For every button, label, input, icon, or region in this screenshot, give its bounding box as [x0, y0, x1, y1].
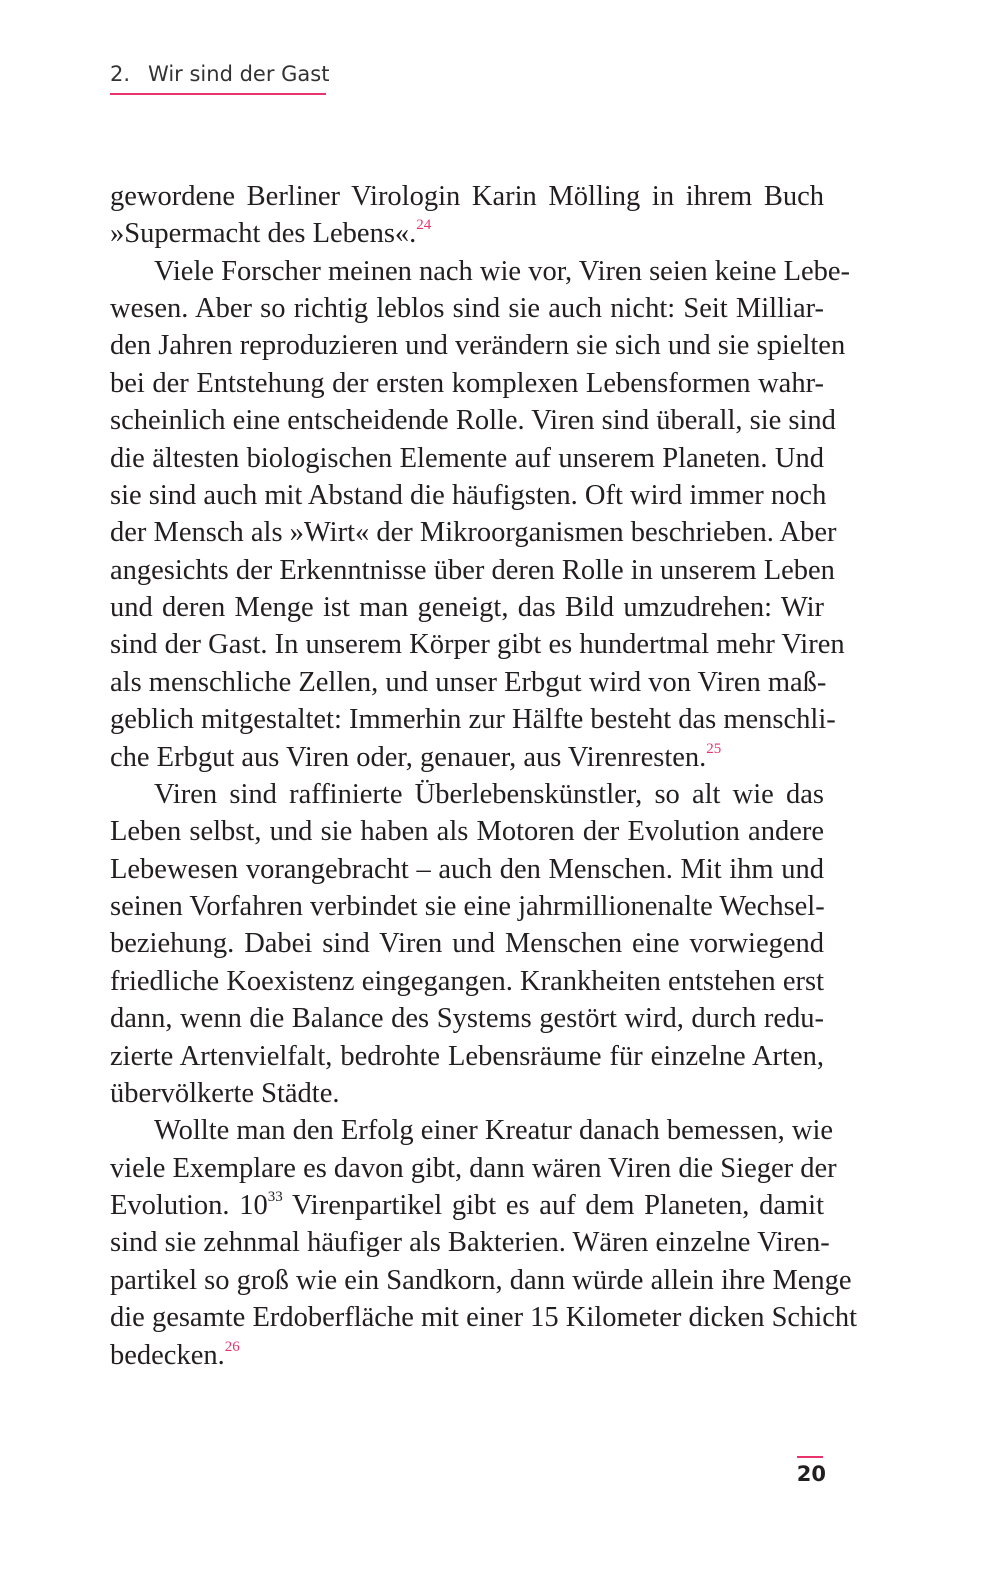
text-line: sind sie zehnmal häufiger als Bakterien. Wären einzelne Viren- — [110, 1227, 830, 1258]
text-line: Leben selbst, und sie haben als Motoren der Evolution andere — [110, 816, 824, 847]
text-line: Wollte man den Erfolg einer Kreatur danach bemessen, wie — [154, 1115, 834, 1146]
text-line: der Mensch als »Wirt« der Mikroorganismen beschrieben. Aber — [110, 517, 837, 548]
text-line: sie sind auch mit Abstand die häufigsten. Oft wird immer noch — [110, 480, 827, 511]
text-line: viele Exemplare es davon gibt, dann wären Viren die Sieger der — [110, 1153, 837, 1184]
text-line: und deren Menge ist man geneigt, das Bild umzudrehen: Wir — [110, 592, 824, 623]
folio-rule — [797, 1456, 823, 1458]
running-head — [110, 62, 329, 86]
text-line: Viele Forscher meinen nach wie vor, Viren seien keine Lebe- — [154, 256, 851, 287]
chapter-number: 2. — [110, 62, 131, 86]
text-line: geblich mitgestaltet: Immerhin zur Hälfte besteht das menschli- — [110, 704, 836, 735]
text-line: sind der Gast. In unserem Körper gibt es hundertmal mehr Viren — [110, 629, 845, 660]
text-line-content: Evolution. — [110, 1190, 230, 1221]
text-line: gewordene Berliner Virologin Karin Mölling in ihrem Buch — [110, 181, 824, 212]
chapter-title: Wir sind der Gast — [148, 62, 330, 86]
power-of-ten — [239, 1190, 283, 1221]
text-line: wesen. Aber so richtig leblos sind sie auch nicht: Seit Milliar- — [110, 293, 824, 324]
running-head-rule — [110, 93, 326, 95]
text-line: Lebewesen vorangebracht – auch den Menschen. Mit ihm und — [110, 854, 824, 885]
text-line-content: Virenpartikel gibt es auf dem Planeten, damit — [291, 1190, 824, 1221]
text-line — [110, 1338, 824, 1374]
page-number: 20 — [796, 1462, 826, 1486]
text-line: die gesamte Erdoberfläche mit einer 15 Kilometer dicken Schicht — [110, 1302, 858, 1333]
footnote-ref: 24 — [416, 217, 432, 233]
text-line: seinen Vorfahren verbindet sie eine jahrmillionenalte Wechsel- — [110, 891, 825, 922]
text-line: angesichts der Erkenntnisse über deren Rolle in unserem Leben — [110, 555, 835, 586]
power-exponent: 33 — [267, 1189, 283, 1205]
text-line-content: bedecken. — [110, 1340, 225, 1371]
text-line: friedliche Koexistenz eingegangen. Krankheiten entstehen erst — [110, 966, 824, 997]
power-base: 10 — [239, 1190, 268, 1221]
text-line: die ältesten biologischen Elemente auf unserem Planeten. Und — [110, 443, 824, 474]
text-line — [110, 740, 824, 776]
text-line: dann, wenn die Balance des Systems gestört wird, durch redu- — [110, 1003, 824, 1034]
text-line: übervölkerte Städte. — [110, 1078, 340, 1109]
footnote-ref: 25 — [706, 741, 722, 757]
text-line: scheinlich eine entscheidende Rolle. Viren sind überall, sie sind — [110, 405, 836, 436]
text-line: beziehung. Dabei sind Viren und Menschen eine vorwiegend — [110, 928, 824, 959]
footnote-ref: 26 — [224, 1339, 240, 1355]
text-line — [110, 1188, 824, 1224]
text-line-content: »Supermacht des Lebens«. — [110, 218, 417, 249]
text-line — [110, 216, 824, 252]
text-line: Viren sind raffinierte Überlebenskünstler, so alt wie das — [154, 779, 824, 810]
text-line: zierte Artenvielfalt, bedrohte Lebensräume für einzelne Arten, — [110, 1041, 824, 1072]
text-line: bei der Entstehung der ersten komplexen Lebensformen wahr- — [110, 368, 824, 399]
text-line: den Jahren reproduzieren und verändern sie sich und sie spielten — [110, 330, 846, 361]
text-line: als menschliche Zellen, und unser Erbgut wird von Viren maß- — [110, 667, 827, 698]
text-line: partikel so groß wie ein Sandkorn, dann würde allein ihre Menge — [110, 1265, 852, 1296]
text-line-content: che Erbgut aus Viren oder, genauer, aus Virenresten. — [110, 742, 707, 773]
